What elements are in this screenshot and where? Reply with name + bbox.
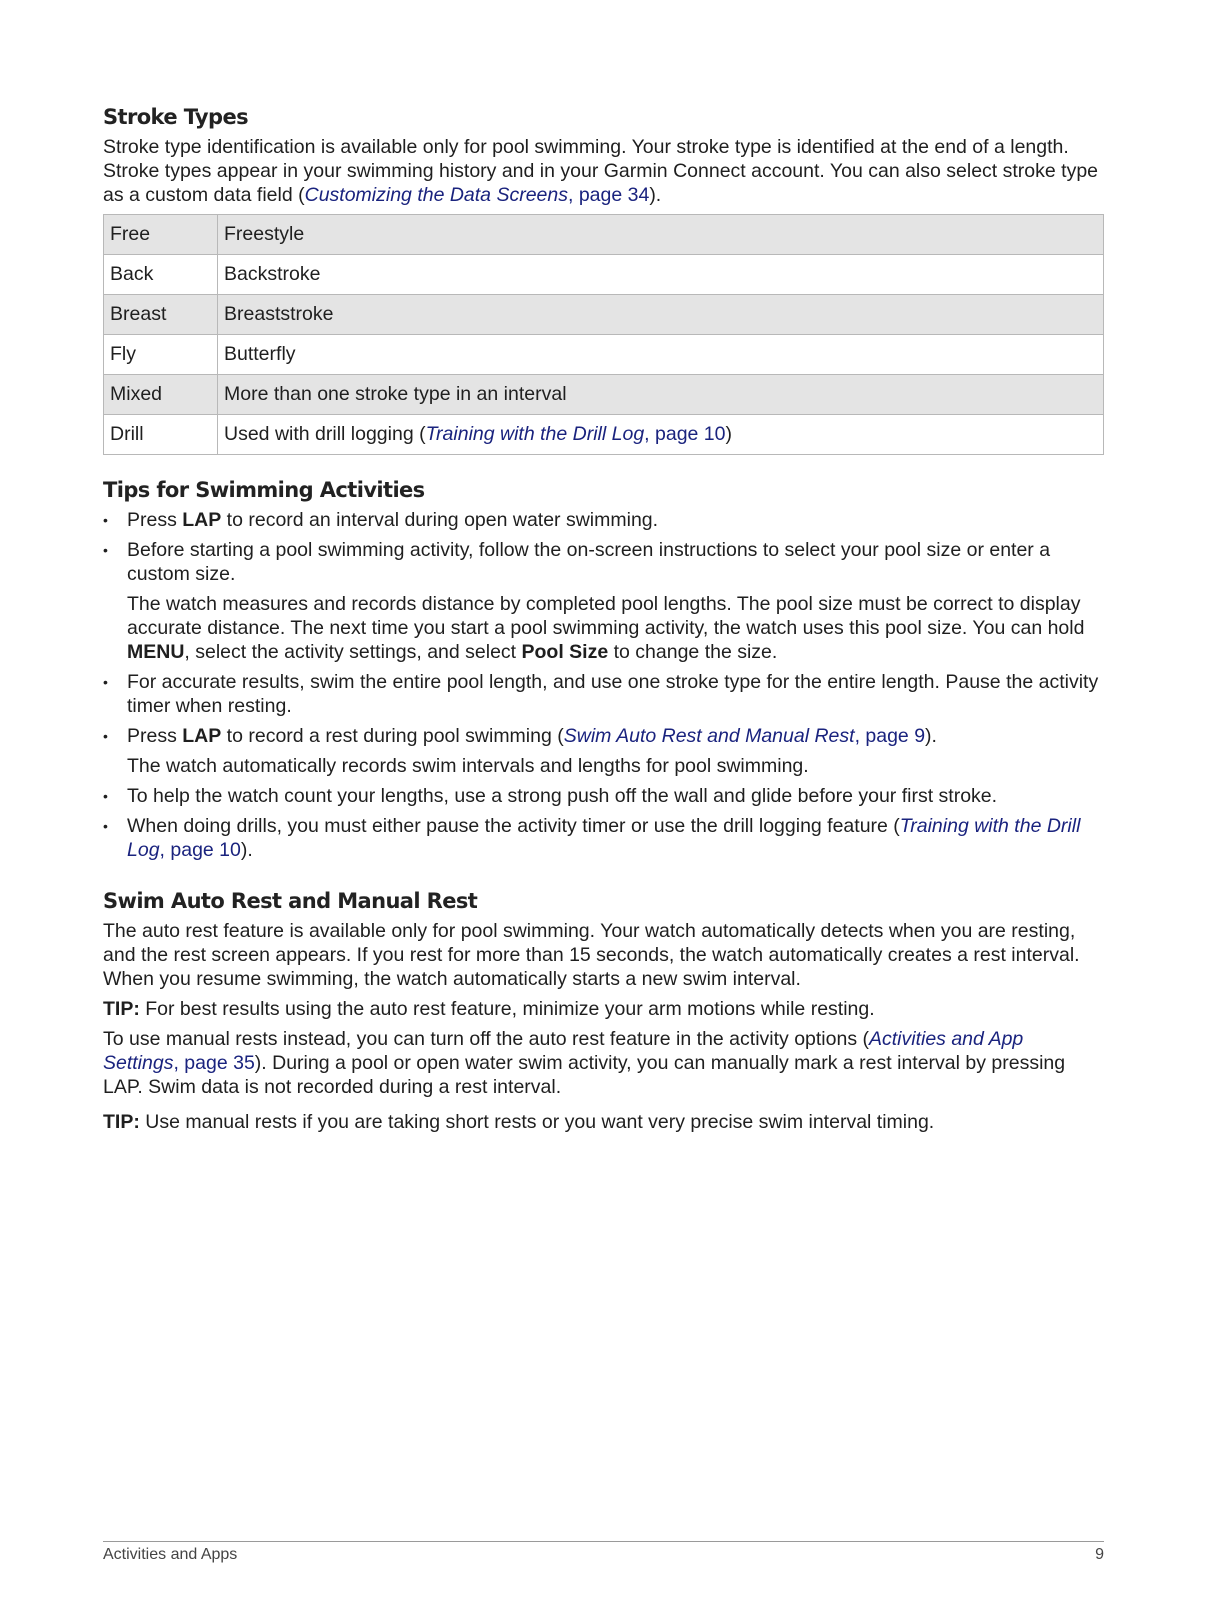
- stroke-desc: Butterfly: [218, 335, 1104, 375]
- bullet-icon: •: [103, 512, 108, 528]
- tip-paragraph: TIP: For best results using the auto rest feature, minimize your arm motions while resting.: [103, 998, 875, 1020]
- stroke-abbr: Breast: [104, 295, 218, 335]
- link-training-drill-log-2[interactable]: Training with the Drill Log, page 10: [127, 815, 1081, 861]
- tip-paragraph: TIP: Use manual rests if you are taking short rests or you want very precise swim interval timing.: [103, 1111, 935, 1133]
- section-heading-stroke-types: Stroke Types: [103, 105, 248, 129]
- stroke-abbr: Back: [104, 255, 218, 295]
- list-item: • Press LAP to record a rest during pool swimming (Swim Auto Rest and Manual Rest, page 9). The watch automatically records swim intervals and lengths for pool swimming.: [103, 724, 1104, 778]
- list-item: • Before starting a pool swimming activity, follow the on-screen instructions to select your pool size or enter a custom size. The watch measures and records distance by completed pool lengths. The pool size must be correct to display accurate distance. The next time you start a pool swimming activity, the watch uses this pool size. You can hold MENU, select the activity settings, and select Pool Size to change the size.: [103, 538, 1104, 664]
- tips-list: [103, 508, 1104, 862]
- tips-section: [103, 477, 1104, 862]
- list-item: • When doing drills, you must either pause the activity timer or use the drill logging feature (Training with the Drill Log, page 10).: [103, 815, 1081, 861]
- stroke-abbr: Mixed: [104, 375, 218, 415]
- table-row: [104, 255, 1104, 295]
- auto-rest-section: [103, 888, 1104, 1134]
- list-item: • To help the watch count your lengths, use a strong push off the wall and glide before your first stroke.: [103, 785, 998, 807]
- bullet-icon: •: [103, 542, 108, 558]
- table-row: [104, 215, 1104, 255]
- footer-section-title: Activities and Apps: [103, 1546, 238, 1563]
- table-row: [104, 335, 1104, 375]
- bullet-icon: •: [103, 788, 108, 804]
- page-number: 9: [1095, 1546, 1104, 1563]
- stroke-types-intro: Stroke type identification is available only for pool swimming. Your stroke type is identified at the end of a length. Stroke types appear in your swimming history and in your Garmin Connect account. You can also select stroke type as a custom data field (Customizing the Data Screens, page 34).: [103, 136, 1099, 206]
- list-item-note: The watch measures and records distance by completed pool lengths. The pool size must be correct to display accurate distance. The next time you start a pool swimming activity, the watch uses this pool size. You can hold MENU, select the activity settings, and select Pool Size to change the size.: [127, 593, 1085, 663]
- section-heading-auto-rest: Swim Auto Rest and Manual Rest: [103, 889, 478, 913]
- stroke-desc: More than one stroke type in an interval: [218, 375, 1104, 415]
- link-training-drill-log[interactable]: Training with the Drill Log, page 10: [425, 423, 726, 445]
- stroke-abbr: Drill: [104, 415, 218, 455]
- stroke-desc: Used with drill logging (Training with the Drill Log, page 10): [218, 415, 1104, 455]
- link-activities-app-settings[interactable]: Activities and App Settings, page 35: [103, 1028, 1024, 1074]
- stroke-desc: Freestyle: [218, 215, 1104, 255]
- table-row: [104, 295, 1104, 335]
- table-row: [104, 415, 1104, 455]
- auto-rest-paragraph: The auto rest feature is available only for pool swimming. Your watch automatically detects when you are resting, and the rest screen appears. If you rest for more than 15 seconds, the watch automatically creates a rest interval. When you resume swimming, the watch automatically starts a new swim interval.: [103, 920, 1080, 990]
- stroke-desc: Backstroke: [218, 255, 1104, 295]
- stroke-abbr: Fly: [104, 335, 218, 375]
- stroke-types-table: [103, 214, 1104, 455]
- manual-rest-paragraph: To use manual rests instead, you can turn off the auto rest feature in the activity options (Activities and App Settings, page 35). During a pool or open water swim activity, you can manually mark a rest interval by pressing LAP. Swim data is not recorded during a rest interval.: [103, 1028, 1066, 1098]
- stroke-abbr: Free: [104, 215, 218, 255]
- bullet-icon: •: [103, 818, 108, 834]
- link-customizing-data-screens[interactable]: Customizing the Data Screens, page 34: [304, 184, 650, 206]
- list-item: • For accurate results, swim the entire pool length, and use one stroke type for the entire length. Pause the activity timer when resting.: [103, 671, 1099, 717]
- list-item-note: The watch automatically records swim intervals and lengths for pool swimming.: [127, 755, 809, 777]
- table-row: [104, 375, 1104, 415]
- footer-divider: [103, 1541, 1104, 1542]
- list-item: • Press LAP to record an interval during open water swimming.: [103, 509, 659, 531]
- document-page: [103, 104, 1104, 1134]
- link-swim-auto-rest[interactable]: Swim Auto Rest and Manual Rest, page 9: [563, 725, 926, 747]
- section-heading-tips: Tips for Swimming Activities: [103, 478, 425, 502]
- bullet-icon: •: [103, 728, 108, 744]
- stroke-desc: Breaststroke: [218, 295, 1104, 335]
- bullet-icon: •: [103, 674, 108, 690]
